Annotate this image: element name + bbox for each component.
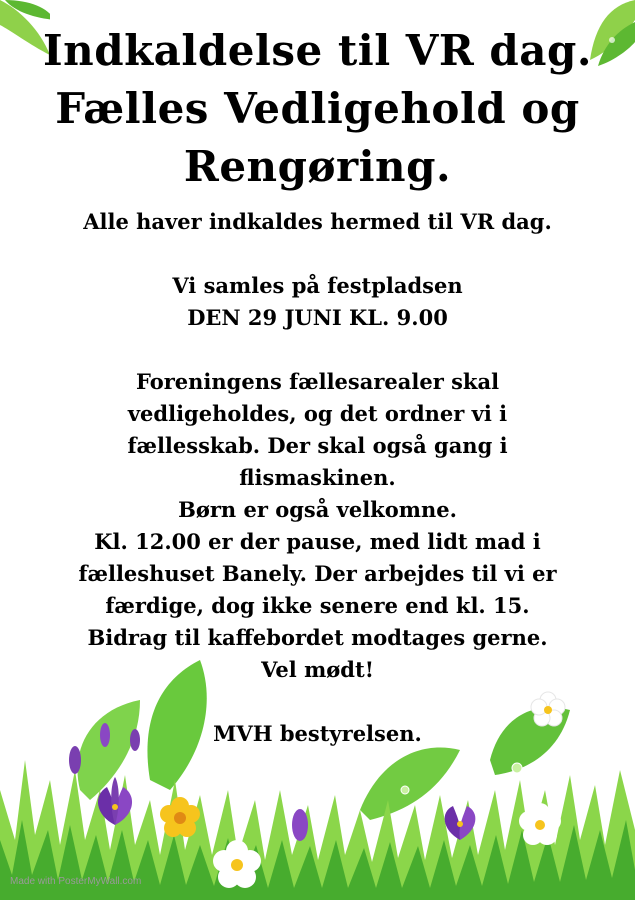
watermark: Made with PosterMyWall.com [10,876,142,887]
purple-bud [292,809,308,841]
title-line: Rengøring. [183,142,452,191]
body-line: DEN 29 JUNI KL. 9.00 [187,305,448,330]
purple-bud [69,746,81,774]
poster-title [20,22,615,196]
body-line: Vel mødt! [261,657,374,682]
body-line: Børn er også velkomne. [178,497,457,522]
dew-drop [401,786,409,794]
yellow-flower [160,797,200,837]
body-line: fælleshuset Banely. Der arbejdes til vi er [78,561,557,586]
spacer [20,238,615,270]
body-line: Kl. 12.00 er der pause, med lidt mad i [94,529,541,554]
body-line: vedligeholdes, og det ordner vi i [127,401,508,426]
body-line: Bidrag til kaffebordet modtages gerne. [87,625,548,650]
title-line: Indkaldelse til VR dag. [43,26,592,75]
poster-body [20,206,615,750]
body-line: flismaskinen. [239,465,396,490]
body-line: Vi samles på festpladsen [172,273,463,298]
body-line: Foreningens fællesarealer skal [135,369,500,394]
body-line: MVH bestyrelsen. [213,721,422,746]
body-line: færdige, dog ikke senere end kl. 15. [105,593,530,618]
spacer [20,334,615,366]
big-leaf [360,748,460,821]
white-flower [519,803,561,845]
dew-drop [512,763,522,773]
spacer [20,686,615,718]
body-line: fællesskab. Der skal også gang i [127,433,508,458]
body-line: Alle haver indkaldes hermed til VR dag. [83,209,552,234]
title-line: Fælles Vedligehold og [55,84,580,133]
